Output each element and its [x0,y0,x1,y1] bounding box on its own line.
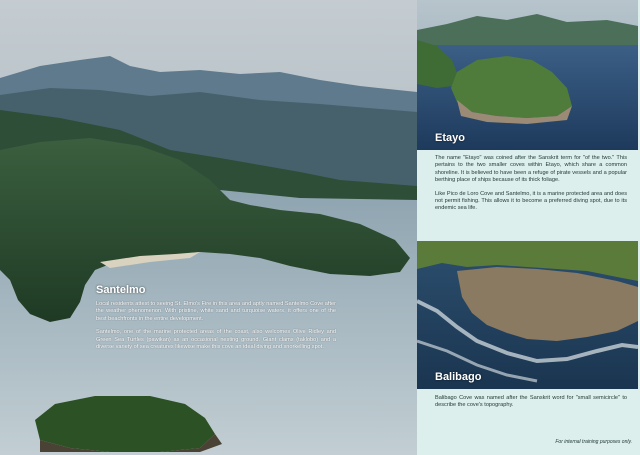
santelmo-caption [96,284,336,357]
etayo-landscape-illustration [417,0,638,150]
etayo-paragraph-1: The name "Etayo" was coined after the Sanskrit term for "of the two." This pertains to the two smaller coves within Etayo, which share a common shoreline. It is believed to have been a refuge of pirate vessels and a popular berthing place of ships because of its thick foliage. [435,155,627,184]
etayo-photo [417,0,638,150]
santelmo-paragraph-1: Local residents attest to seeing St. Elmo's Fire in this area and aptly named Santelmo Cove after the weather phenomenon. With pristine, white sand and turquoise waters, it offers one of the best beachfronts in the entire development. [96,301,336,322]
footer-note: For internal training purposes only. [555,439,632,445]
etayo-paragraph-2: Like Pico de Loro Cove and Santelmo, it is a marine protected area and does not permit fishing. This allows it to become a preferred diving spot, due to its endemic sea life. [435,190,627,212]
etayo-text [435,155,627,219]
santelmo-title: Santelmo [96,284,146,296]
balibago-photo [417,241,638,389]
balibago-text [435,395,627,416]
santelmo-paragraph-2: Santelmo, one of the marine protected areas of the coast, also welcomes Olive Ridley and Green Sea Turtles (pawikan) as an occasional nesting ground. Giant clams (taklobo) and a diverse variety of sea creatures likewise make this cove an ideal diving and snorkelling spot. [96,329,336,351]
right-column [417,0,640,455]
balibago-landscape-illustration [417,241,638,389]
etayo-title: Etayo [435,132,465,144]
balibago-title: Balibago [435,371,482,383]
balibago-paragraph-1: Balibago Cove was named after the Sanskrit word for "small semicircle" to describe the cove's topography. [435,395,627,409]
